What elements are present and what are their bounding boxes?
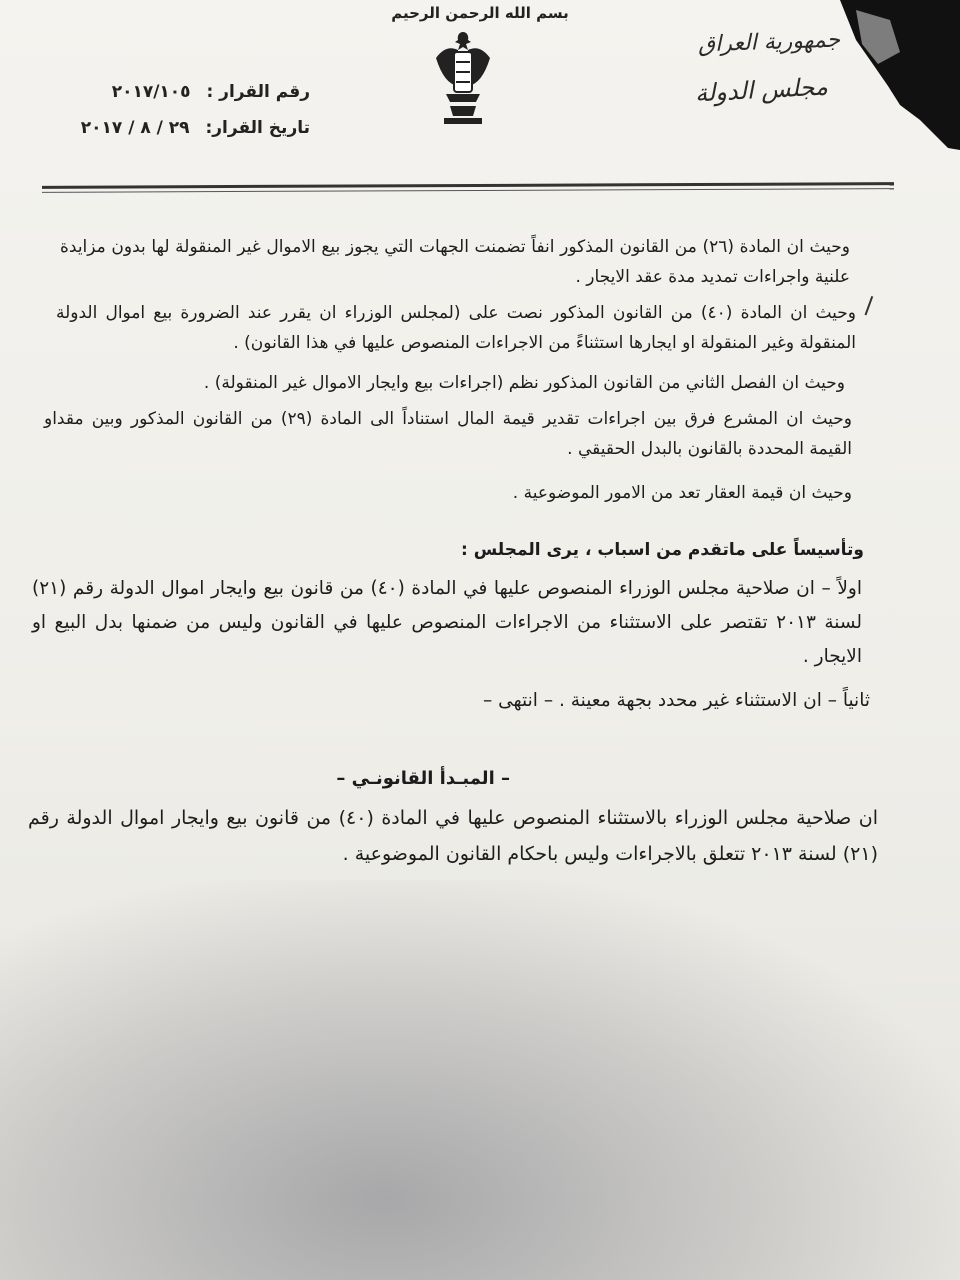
eagle-emblem-icon <box>432 28 494 128</box>
decision-date <box>50 118 310 138</box>
logo-state-council: مجلس الدولة <box>694 72 829 108</box>
paragraph-article-26: وحيث ان المادة (٢٦) من القانون المذكور انفاً تضمنت الجهات التي يجوز بيع الاموال غير المنقولة لها بدون مزايدة علنية واجراءات تمديد مدة عقد الايجار . <box>60 237 850 287</box>
opinion-second: ثانياً – ان الاستثناء غير محدد بجهة معينة . – انتهى – <box>482 690 870 711</box>
basmala: بسم الله الرحمن الرحيم <box>391 4 569 22</box>
paragraph-property-value: وحيث ان قيمة العقار تعد من الامور الموضوعية . <box>512 483 852 503</box>
decision-date-value: ٢٩ / ٨ / ٢٠١٧ <box>80 118 190 138</box>
paragraph-article-29: وحيث ان المشرع فرق بين اجراءات تقدير قيمة المال استناداً الى المادة (٢٩) من القانون المذكور وبين مقداو القيمة المحددة بالقانون بالبدل الحقيقي . <box>44 409 852 459</box>
opinion-first: اولاً – ان صلاحية مجلس الوزراء المنصوص عليها في المادة (٤٠) من قانون بيع وايجار اموال الدولة رقم (٢١) لسنة ٢٠١٣ تقتصر على الاستثناء من الاجراءات المنصوص عليها في القانون وليس من ضمنها بدل البيع او الايجار . <box>32 578 862 667</box>
paragraph-article-40: وحيث ان المادة (٤٠) من القانون المذكور نصت على (لمجلس الوزراء ان يقرر عند الضرورة بيع اموال الدولة المنقولة وغير المنقولة او ايجارها استثناءً من الاجراءات المنصوص عليها في هذا القانون) . <box>56 303 856 353</box>
legal-principle-heading: – المبـدأ القانونـي – <box>336 768 510 789</box>
decision-number-label: رقم القرار : <box>206 82 310 102</box>
council-opinion-intro: وتأسيساً على ماتقدم من اسباب ، يرى المجلس : <box>461 540 864 560</box>
paragraph-chapter-two: وحيث ان الفصل الثاني من القانون المذكور نظم (اجراءات بيع وايجار الاموال غير المنقولة) . <box>203 373 845 393</box>
legal-principle-text: ان صلاحية مجلس الوزراء بالاستثناء المنصوص عليها في المادة (٤٠) من قانون بيع وايجار اموال الدولة رقم (٢١) لسنة ٢٠١٣ تتعلق بالاجراءات وليس باحكام القانون الموضوعية . <box>28 807 878 865</box>
decision-number <box>80 82 310 102</box>
decision-date-label: تاريخ القرار: <box>205 118 310 138</box>
decision-number-value: ٢٠١٧/١٠٥ <box>111 82 191 102</box>
logo-republic-of-iraq: جمهورية العراق <box>697 27 841 58</box>
